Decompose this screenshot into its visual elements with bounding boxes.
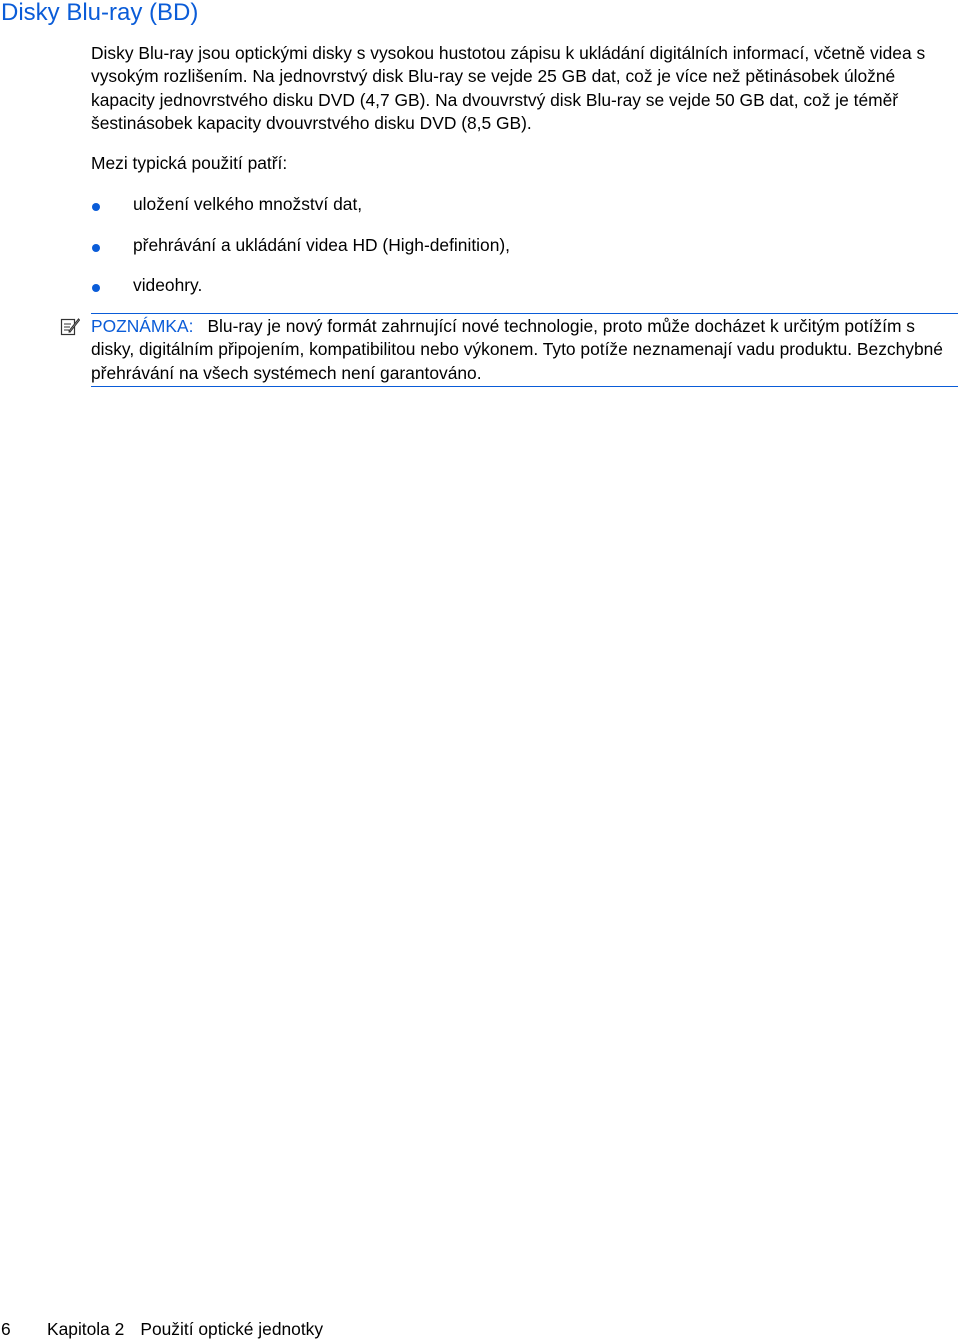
chapter-title: Použití optické jednotky — [140, 1319, 324, 1339]
chapter-label: Kapitola 2 — [47, 1319, 125, 1339]
note-box — [91, 313, 958, 387]
list-item-text: videohry. — [133, 275, 203, 295]
page-footer — [1, 1318, 323, 1341]
note-label: POZNÁMKA: — [91, 316, 194, 336]
bullet-icon — [92, 203, 100, 211]
note-text: Blu-ray je nový formát zahrnující nové technologie, proto může docházet k určitým potížím s disky, digitálním připojením, kompatibilitou nebo výkonem. Tyto potíže neznamenají vadu produktu. Bezchybné přehrávání na všech systémech není garantováno. — [91, 316, 943, 383]
list-item — [0, 234, 960, 275]
intro-paragraph: Disky Blu-ray jsou optickými disky s vysokou hustotou zápisu k ukládání digitálních informací, včetně videa s vysokým rozlišením. Na jednovrstvý disk Blu-ray se vejde 25 GB dat, což je více než pětinásobek úložné kapacity jednovrstvého disku DVD (4,7 GB). Na dvouvrstvý disk Blu-ray se vejde 50 GB dat, což je téměř šestinásobek kapacity dvouvrstvého disku DVD (8,5 GB). — [91, 43, 926, 133]
usage-intro: Mezi typická použití patří: — [91, 153, 288, 173]
list-item — [0, 193, 960, 234]
bullet-icon — [92, 244, 100, 252]
list-item — [0, 274, 960, 315]
page-number: 6 — [1, 1319, 11, 1339]
list-item-text: přehrávání a ukládání videa HD (High-definition), — [133, 234, 510, 255]
usage-list — [0, 193, 960, 315]
list-item-text: uložení velkého množství dat, — [133, 194, 363, 214]
bullet-icon — [92, 284, 100, 292]
section-title: Disky Blu-ray (BD) — [1, 0, 199, 26]
note-pencil-icon — [60, 316, 80, 336]
